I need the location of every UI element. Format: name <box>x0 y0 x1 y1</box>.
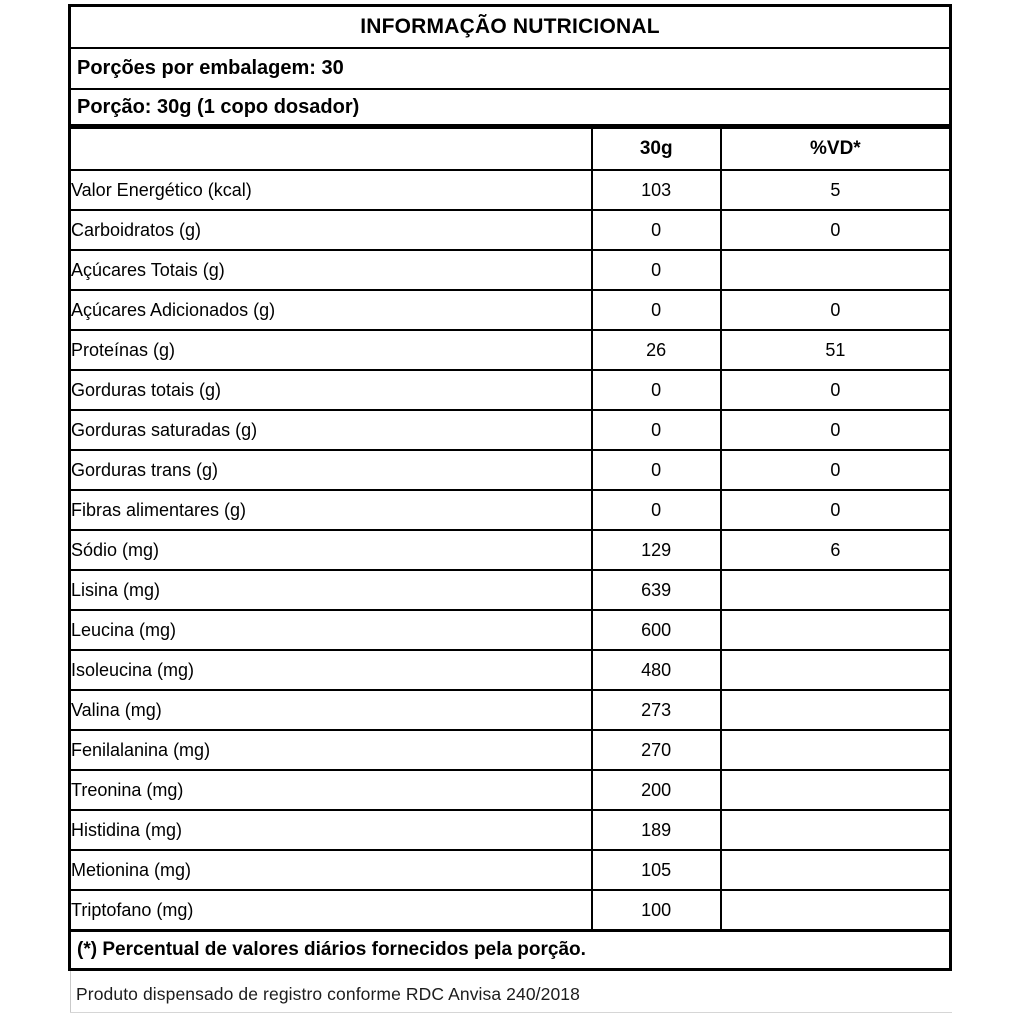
table-row <box>71 850 949 890</box>
table-row <box>71 410 949 450</box>
nutrient-amount: 105 <box>592 850 721 890</box>
nutrient-amount: 0 <box>592 250 721 290</box>
nutrient-amount: 600 <box>592 610 721 650</box>
nutrient-label: Açúcares Totais (g) <box>71 250 592 290</box>
table-row <box>71 290 949 330</box>
nutrient-daily-value <box>721 650 949 690</box>
header-nutrient-column <box>71 129 592 170</box>
nutrient-amount: 270 <box>592 730 721 770</box>
nutrient-amount: 0 <box>592 290 721 330</box>
header-amount-column: 30g <box>592 129 721 170</box>
table-row <box>71 170 949 210</box>
table-header-row <box>71 129 949 170</box>
table-row <box>71 490 949 530</box>
nutrient-daily-value <box>721 850 949 890</box>
nutrient-label: Gorduras trans (g) <box>71 450 592 490</box>
anvisa-disclaimer: Produto dispensado de registro conforme RDC Anvisa 240/2018 <box>76 984 580 1004</box>
nutrient-daily-value: 0 <box>721 290 949 330</box>
nutrient-label: Triptofano (mg) <box>71 890 592 929</box>
nutrient-label: Carboidratos (g) <box>71 210 592 250</box>
nutrient-daily-value: 51 <box>721 330 949 370</box>
nutrient-amount: 0 <box>592 450 721 490</box>
dv-footnote: (*) Percentual de valores diários fornecidos pela porção. <box>71 929 949 968</box>
nutrient-amount: 0 <box>592 410 721 450</box>
nutrient-label: Leucina (mg) <box>71 610 592 650</box>
nutrient-amount: 129 <box>592 530 721 570</box>
table-row <box>71 330 949 370</box>
nutrient-label: Lisina (mg) <box>71 570 592 610</box>
nutrient-amount: 273 <box>592 690 721 730</box>
servings-per-package: Porções por embalagem: 30 <box>71 49 949 90</box>
nutrient-label: Sódio (mg) <box>71 530 592 570</box>
table-row <box>71 650 949 690</box>
nutrient-label: Valina (mg) <box>71 690 592 730</box>
nutrient-label: Treonina (mg) <box>71 770 592 810</box>
nutrient-daily-value <box>721 690 949 730</box>
nutrient-daily-value <box>721 810 949 850</box>
nutrient-daily-value <box>721 770 949 810</box>
nutrient-label: Proteínas (g) <box>71 330 592 370</box>
nutrient-daily-value <box>721 730 949 770</box>
nutrient-amount: 0 <box>592 490 721 530</box>
header-dv-column: %VD* <box>721 129 949 170</box>
table-row <box>71 530 949 570</box>
nutrient-daily-value <box>721 610 949 650</box>
nutrient-daily-value <box>721 890 949 929</box>
nutrient-label: Histidina (mg) <box>71 810 592 850</box>
nutrient-daily-value: 6 <box>721 530 949 570</box>
nutrient-daily-value <box>721 250 949 290</box>
nutrient-label: Gorduras totais (g) <box>71 370 592 410</box>
nutrient-label: Fibras alimentares (g) <box>71 490 592 530</box>
table-row <box>71 610 949 650</box>
nutrient-daily-value <box>721 570 949 610</box>
bottom-edge-artifact-line <box>70 1012 952 1013</box>
table-row <box>71 810 949 850</box>
nutrient-amount: 103 <box>592 170 721 210</box>
nutrient-label: Fenilalanina (mg) <box>71 730 592 770</box>
nutrient-label: Metionina (mg) <box>71 850 592 890</box>
nutrient-amount: 200 <box>592 770 721 810</box>
table-row <box>71 250 949 290</box>
table-title: INFORMAÇÃO NUTRICIONAL <box>71 7 949 49</box>
nutrient-rows <box>71 170 949 929</box>
nutrient-amount: 480 <box>592 650 721 690</box>
table-row <box>71 890 949 929</box>
table-row <box>71 730 949 770</box>
left-edge-artifact-line <box>70 971 71 1013</box>
nutrient-daily-value: 0 <box>721 370 949 410</box>
nutrient-amount: 100 <box>592 890 721 929</box>
nutrition-facts-table <box>68 4 952 971</box>
nutrient-label: Valor Energético (kcal) <box>71 170 592 210</box>
nutrient-label: Açúcares Adicionados (g) <box>71 290 592 330</box>
table-row <box>71 450 949 490</box>
nutrient-daily-value: 0 <box>721 410 949 450</box>
nutrient-label: Gorduras saturadas (g) <box>71 410 592 450</box>
nutrient-label: Isoleucina (mg) <box>71 650 592 690</box>
table-row <box>71 770 949 810</box>
nutrient-table <box>71 129 949 929</box>
table-row <box>71 370 949 410</box>
nutrient-amount: 26 <box>592 330 721 370</box>
nutrient-daily-value: 0 <box>721 210 949 250</box>
nutrient-daily-value: 0 <box>721 490 949 530</box>
nutrient-amount: 0 <box>592 370 721 410</box>
nutrient-daily-value: 0 <box>721 450 949 490</box>
table-row <box>71 210 949 250</box>
portion-size: Porção: 30g (1 copo dosador) <box>71 90 949 129</box>
nutrient-amount: 189 <box>592 810 721 850</box>
table-row <box>71 690 949 730</box>
nutrient-daily-value: 5 <box>721 170 949 210</box>
nutrient-amount: 639 <box>592 570 721 610</box>
nutrient-amount: 0 <box>592 210 721 250</box>
table-row <box>71 570 949 610</box>
